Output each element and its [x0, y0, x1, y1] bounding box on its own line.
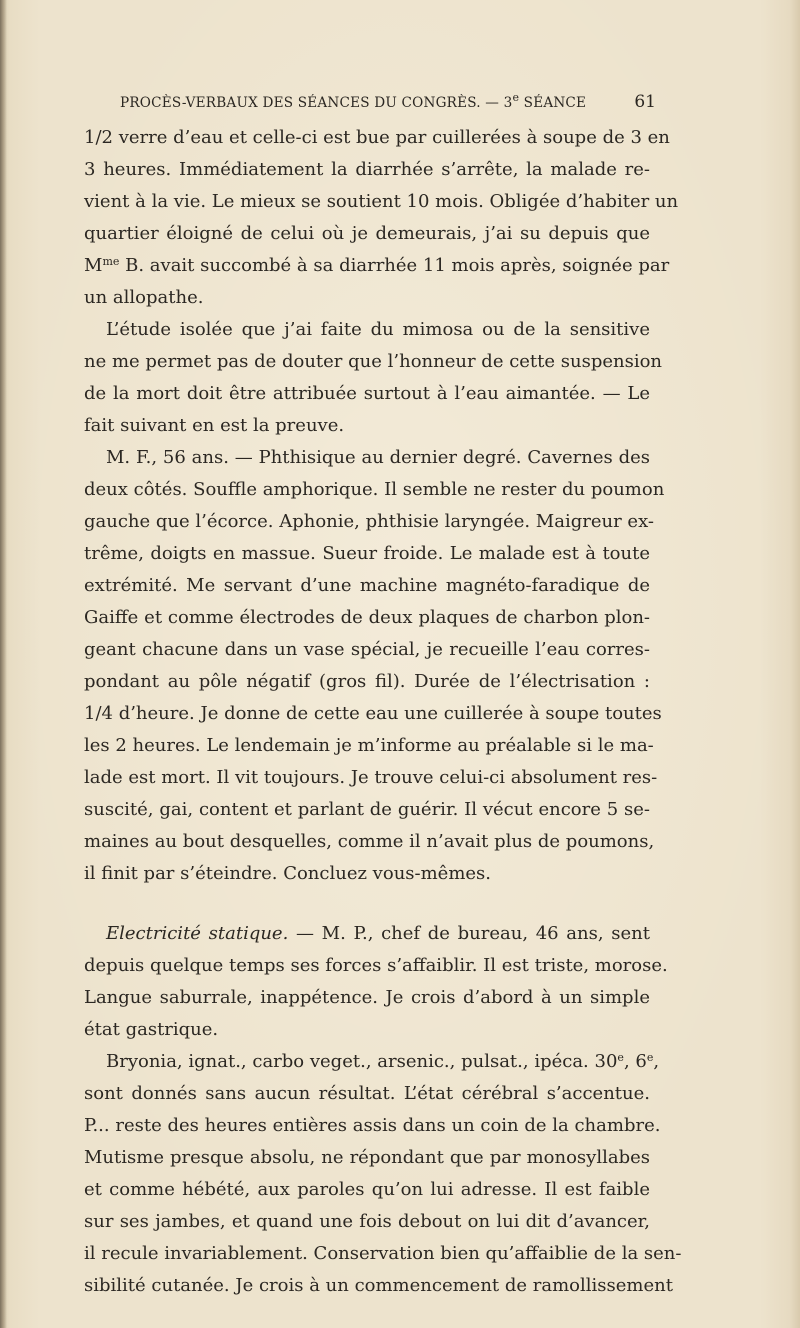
- text-line: suscité, gai, content et parlant de guérir. Il vécut encore 5 se-: [84, 799, 650, 820]
- text-line: trême, doigts en massue. Sueur froide. Le malade est à toute: [84, 543, 650, 564]
- text-line: 3 heures. Immédiatement la diarrhée s’arrête, la malade re-: [84, 159, 650, 180]
- header-title-tail: SÉANCE: [519, 95, 587, 111]
- dilution-superscript: e: [617, 1051, 624, 1064]
- running-header-title: [120, 91, 587, 111]
- text-line: maines au bout desquelles, comme il n’avait plus de poumons,: [84, 831, 655, 852]
- text-line: lade est mort. Il vit toujours. Je trouve celui-ci absolument res-: [84, 767, 658, 788]
- remedies-text: Bryonia, ignat., carbo veget., arsenic., pulsat., ipéca. 30: [106, 1051, 618, 1072]
- text-line: état gastrique.: [84, 1019, 219, 1040]
- text-line: il recule invariablement. Conservation bien qu’affaiblie de la sen-: [84, 1243, 682, 1264]
- text-line: de la mort doit être attribuée surtout à l’eau aimantée. — Le: [84, 383, 650, 404]
- section-start-line: [106, 918, 650, 950]
- text-line: fait suivant en est la preuve.: [84, 415, 345, 436]
- text-line: Mutisme presque absolu, ne répondant que par monosyllabes: [84, 1147, 650, 1168]
- text-line: 1/2 verre d’eau et celle-ci est bue par cuillerées à soupe de 3 en: [84, 127, 670, 148]
- header-title-superscript: e: [512, 91, 520, 104]
- text-line: un allopathe.: [84, 287, 204, 308]
- text-line: 1/4 d’heure. Je donne de cette eau une cuillerée à soupe toutes: [84, 703, 662, 724]
- text-line: Langue saburrale, inappétence. Je crois d’abord à un simple: [84, 987, 650, 1008]
- text-line: geant chacune dans un vase spécial, je recueille l’eau corres-: [84, 639, 650, 660]
- book-spine-shadow: [0, 0, 7, 1328]
- section-heading: Electricité statique.: [106, 923, 289, 944]
- mme-line-text: B. avait succombé à sa diarrhée 11 mois après, soignée par: [125, 255, 670, 276]
- text-line: et comme hébété, aux paroles qu’on lui adresse. Il est faible: [84, 1179, 650, 1200]
- text-line: extrémité. Me servant d’une machine magnéto-faradique de: [84, 575, 650, 596]
- text-line: quartier éloigné de celui où je demeurais, j’ai su depuis que: [84, 223, 650, 244]
- text-line-mme: [84, 250, 670, 282]
- remedies-line: [106, 1046, 660, 1078]
- dilution-superscript: e: [646, 1051, 654, 1064]
- header-title-text: PROCÈS-VERBAUX DES SÉANCES DU CONGRÈS. — 3: [120, 95, 513, 111]
- text-line: deux côtés. Souffle amphorique. Il semble ne rester du poumon: [84, 479, 665, 500]
- text-line: depuis quelque temps ses forces s’affaiblir. Il est triste, morose.: [84, 955, 668, 976]
- text-line: vient à la vie. Le mieux se soutient 10 mois. Obligée d’habiter un: [84, 191, 679, 212]
- text-line: P... reste des heures entières assis dans un coin de la chambre.: [84, 1115, 661, 1136]
- text-line: sont donnés sans aucun résultat. L’état cérébral s’accentue.: [84, 1083, 650, 1104]
- paragraph-start-line: L’étude isolée que j’ai faite du mimosa ou de la sensitive: [106, 319, 650, 340]
- text-line: pondant au pôle négatif (gros fil). Durée de l’électrisation :: [84, 671, 650, 692]
- mme-superscript: me: [102, 255, 120, 268]
- text-line: Gaiffe et comme électrodes de deux plaques de charbon plon-: [84, 607, 650, 628]
- text-line: gauche que l’écorce. Aphonie, phthisie laryngée. Maigreur ex-: [84, 511, 654, 532]
- text-line: sibilité cutanée. Je crois à un commencement de ramollissement: [84, 1275, 673, 1296]
- dilution-tail: ,: [653, 1051, 660, 1072]
- text-line: ne me permet pas de douter que l’honneur de cette suspension: [84, 351, 663, 372]
- section-line-text: — M. P., chef de bureau, 46 ans, sent: [296, 923, 650, 944]
- paragraph-start-line: M. F., 56 ans. — Phthisique au dernier degré. Cavernes des: [106, 447, 650, 468]
- page-number: 61: [634, 92, 656, 112]
- mme-prefix: M: [84, 255, 103, 276]
- dilution-mid: , 6: [623, 1051, 647, 1072]
- running-header: [120, 92, 656, 120]
- text-line: il finit par s’éteindre. Concluez vous-mêmes.: [84, 863, 492, 884]
- text-line: les 2 heures. Le lendemain je m’informe au préalable si le ma-: [84, 735, 654, 756]
- text-line: sur ses jambes, et quand une fois debout on lui dit d’avancer,: [84, 1211, 650, 1232]
